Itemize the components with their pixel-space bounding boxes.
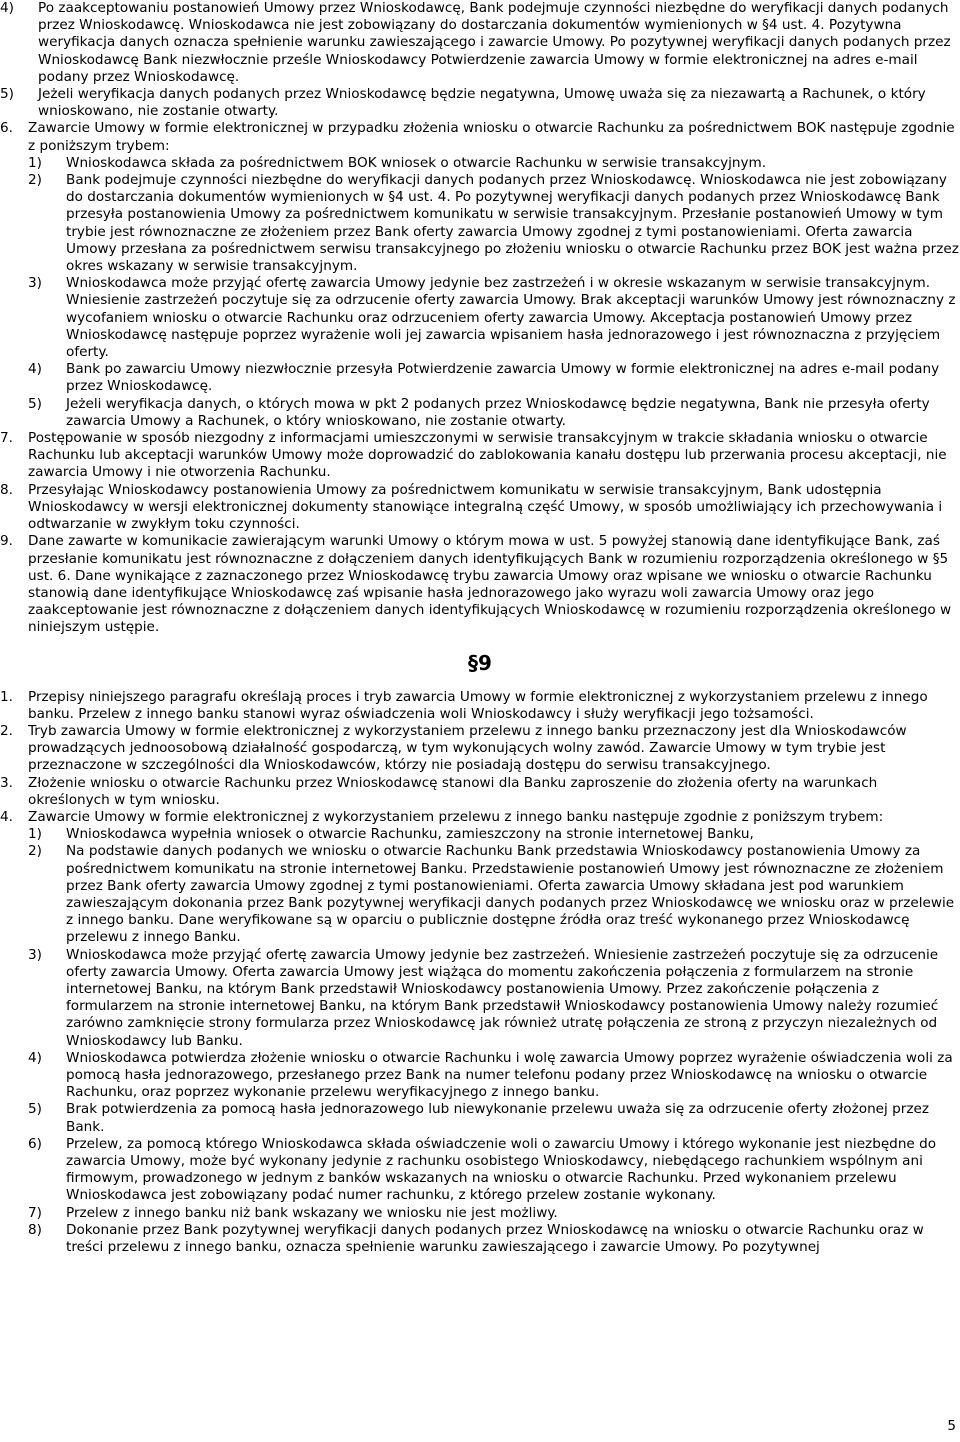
list-item bbox=[0, 1101, 960, 1135]
section-heading: §9 bbox=[468, 650, 492, 675]
list-item bbox=[0, 843, 960, 946]
list-item bbox=[0, 155, 960, 172]
item-text: Na podstawie danych podanych we wniosku o otwarcie Rachunku Bank przedstawia Wnioskodawcy postanowienia Umowy za pośrednictwem komunikatu na stronie internetowej Banku. Przedstawienie postanowień Umowy jest równoznaczne ze złożeniem przez Bank oferty zawarcia Umowy zgodnej z tymi postanowieniami. Oferta zawarcia Umowy składana jest pod warunkiem zawieszającym dokonania przez Bank pozytywnej weryfikacji danych podanych przez Wnioskodawcę we wniosku oraz w przelewie z innego banku. Dane weryfikowane są w oparciu o publicznie dostępne źródła oraz treść wykonanego przez Wnioskodawcę przelewu z innego Banku. bbox=[66, 843, 955, 946]
numbered-paragraph bbox=[0, 689, 958, 723]
section-8-list bbox=[0, 120, 960, 636]
list-item bbox=[0, 1050, 960, 1102]
section-9-list bbox=[0, 689, 960, 1257]
paragraph-number: 9. bbox=[0, 533, 13, 550]
paragraph-text: Przesyłając Wnioskodawcy postanowienia Umowy za pośrednictwem komunikatu w serwisie transakcyjnym, Bank udostępnia Wnioskodawcy w wersji elektronicznej dokumenty stanowiące integralną część Umowy, w sposób umożliwiający ich przechowywania i odtwarzanie w zwykłym toku czynności. bbox=[28, 481, 943, 533]
item-text: Wnioskodawca może przyjąć ofertę zawarcia Umowy jedynie bez zastrzeżeń i w okresie wskazanym w serwisie transakcyjnym. Wniesienie zastrzeżeń poczytuje się za odrzucenie oferty zawarcia Umowy. Brak akceptacji warunków Umowy jest równoznaczny z wycofaniem wniosku o otwarcie Rachunku oraz odrzuceniem oferty zawarcia Umowy. Akceptacja postanowień Umowy przez Wnioskodawcę następuje poprzez wyrażenie woli jej zawarcia wpisaniem hasła jednorazowego i jest równoznaczna z przyjęciem oferty. bbox=[66, 275, 956, 361]
item-number: 1) bbox=[28, 154, 42, 171]
item-text: Jeżeli weryfikacja danych podanych przez Wnioskodawcę będzie negatywna, Umowę uważa się za niezawartą a Rachunek, o który wnioskowano, nie zostanie otwarty. bbox=[38, 86, 926, 120]
list-item bbox=[0, 0, 960, 86]
list-item bbox=[0, 275, 960, 361]
item-number: 6) bbox=[28, 1135, 42, 1152]
paragraph-number: 7. bbox=[0, 430, 13, 447]
list-item bbox=[0, 86, 960, 120]
numbered-paragraph bbox=[0, 533, 958, 636]
item-text: Wnioskodawca może przyjąć ofertę zawarcia Umowy jedynie bez zastrzeżeń. Wniesienie zastrzeżeń poczytuje się za odrzucenie oferty zawarcia Umowy. Oferta zawarcia Umowy jest wiążąca do momentu zakończenia połączenia z formularzem na stronie internetowej Banku, na którym Bank przedstawił Wnioskodawcy postanowienia Umowy. Przez zakończenie połączenia z formularzem na stronie internetowej Banku, na którym Bank przedstawił Wnioskodawcy postanowienia Umowy należy rozumieć zarówno zamknięcie strony formularza przez Wnioskodawcę jak również utratę połączenia ze stroną z przyczyn niezależnych od Wnioskodawcy lub Banku. bbox=[66, 946, 939, 1049]
paragraph-number: 1. bbox=[0, 688, 13, 705]
list-item bbox=[0, 396, 960, 430]
item-text: Wnioskodawca potwierdza złożenie wniosku o otwarcie Rachunku i wolę zawarcia Umowy poprzez wyrażenie oświadczenia woli za pomocą hasła jednorazowego, przesłanego przez Bank na numer telefonu podany przez Wnioskodawcę na wniosku o otwarcie Rachunku, oraz poprzez wykonanie przelewu weryfikacyjnego z innego banku. bbox=[66, 1049, 953, 1101]
paragraph-number: 8. bbox=[0, 481, 13, 498]
item-number: 1) bbox=[28, 826, 42, 843]
paragraph-text: Zawarcie Umowy w formie elektronicznej w przypadku złożenia wniosku o otwarcie Rachunku za pośrednictwem BOK następuje zgodnie z poniższym trybem: bbox=[28, 120, 955, 154]
numbered-paragraph bbox=[0, 482, 958, 534]
list-item bbox=[0, 947, 960, 1050]
numbered-paragraph bbox=[0, 120, 958, 154]
item-number: 3) bbox=[28, 275, 42, 292]
item-text: Przelew, za pomocą którego Wnioskodawca składa oświadczenie woli o zawarciu Umowy i którego wykonanie jest niezbędne do zawarcia Umowy, może być wykonany jedynie z rachunku osobistego Wnioskodawcy, niebędącego rachunkiem wspólnym ani firmowym, prowadzonego w jednym z banków wskazanych na wniosku o otwarcie Rachunku. Przed wykonaniem przelewu Wnioskodawca jest zobowiązany podać numer rachunku, z którego przelew zostanie wykonany. bbox=[66, 1135, 937, 1204]
item-number: 4) bbox=[28, 361, 42, 378]
numbered-paragraph bbox=[0, 775, 958, 809]
item-number: 7) bbox=[28, 1204, 42, 1221]
item-text: Jeżeli weryfikacja danych, o których mowa w pkt 2 podanych przez Wnioskodawcę będzie negatywna, Bank nie przesyła oferty zawarcia Umowy a Rachunek, o który wnioskowano, nie zostanie otwarty. bbox=[66, 395, 930, 429]
paragraph-text: Złożenie wniosku o otwarcie Rachunku przez Wnioskodawcę stanowi dla Banku zaproszenie do złożenia oferty na warunkach określonych w tym wniosku. bbox=[28, 774, 878, 808]
top-subitems bbox=[0, 0, 960, 120]
paragraph-number: 3. bbox=[0, 774, 13, 791]
numbered-paragraph bbox=[0, 430, 958, 482]
numbered-paragraph bbox=[0, 723, 958, 775]
item-number: 5) bbox=[28, 395, 42, 412]
paragraph-number: 6. bbox=[0, 120, 13, 137]
paragraph-text: Zawarcie Umowy w formie elektronicznej z wykorzystaniem przelewu z innego banku następuje zgodnie z poniższym trybem: bbox=[28, 808, 884, 825]
item-number: 4) bbox=[28, 1049, 42, 1066]
list-item bbox=[0, 361, 960, 395]
list-item bbox=[0, 826, 960, 843]
item-number: 3) bbox=[28, 946, 42, 963]
paragraph-text: Tryb zawarcia Umowy w formie elektronicznej z wykorzystaniem przelewu z innego banku przeznaczony jest dla Wnioskodawców prowadzących jednoosobową działalność gospodarczą, w tym wykonujących wolny zawód. Zawarcie Umowy w tym trybie jest przeznaczone w szczególności dla Wnioskodawców, którzy nie posiadają dostępu do serwisu transakcyjnego. bbox=[28, 722, 907, 774]
item-number: 5) bbox=[0, 86, 14, 103]
item-text: Po zaakceptowaniu postanowień Umowy przez Wnioskodawcę, Bank podejmuje czynności niezbędne do weryfikacji danych podanych przez Wnioskodawcę. Wnioskodawca nie jest zobowiązany do dostarczania dokumentów wymienionych w §4 ust. 4. Pozytywna weryfikacja danych oznacza spełnienie warunku zawieszającego i zawarcie Umowy. Po pozytywnej weryfikacji danych podanych przez Wnioskodawcę Bank niezwłocznie prześle Wnioskodawcy Potwierdzenie zawarcia Umowy w formie elektronicznej na adres e-mail podany przez Wnioskodawcę. bbox=[38, 0, 951, 85]
item-number: 2) bbox=[28, 172, 42, 189]
item-text: Wnioskodawca składa za pośrednictwem BOK wniosek o otwarcie Rachunku w serwisie transakcyjnym. bbox=[66, 154, 767, 171]
numbered-paragraph bbox=[0, 809, 958, 826]
item-text: Bank po zawarciu Umowy niezwłocznie przesyła Potwierdzenie zawarcia Umowy w formie elektronicznej na adres e-mail podany przez Wnioskodawcę. bbox=[66, 361, 940, 395]
paragraph-number: 2. bbox=[0, 722, 13, 739]
item-text: Wnioskodawca wypełnia wniosek o otwarcie Rachunku, zamieszczony na stronie internetowej Banku, bbox=[66, 826, 754, 843]
item-text: Dokonanie przez Bank pozytywnej weryfikacji danych podanych przez Wnioskodawcę na wniosku o otwarcie Rachunku oraz w treści przelewu z innego banku, oznacza spełnienie warunku zawieszającego i zawarcie Umowy. Po pozytywnej bbox=[66, 1221, 924, 1256]
list-item bbox=[0, 1205, 960, 1222]
paragraph-number: 4. bbox=[0, 808, 13, 825]
list-item bbox=[0, 172, 960, 275]
item-number: 4) bbox=[0, 0, 14, 16]
paragraph-text: Postępowanie w sposób niezgodny z informacjami umieszczonymi w serwisie transakcyjnym w trakcie składania wniosku o otwarcie Rachunku lub akceptacji warunków Umowy może doprowadzić do zablokowania kanału dostępu lub przerwania procesu akceptacji, nie zawarcia Umowy i nie otworzenia Rachunku. bbox=[28, 430, 947, 481]
paragraph-text: Dane zawarte w komunikacie zawierającym warunki Umowy o którym mowa w ust. 5 powyżej stanowią dane identyfikujące Bank, zaś przesłanie komunikatu jest równoznaczne z dołączeniem danych identyfikujących Bank w rozumieniu rozporządzenia określonego w §5 ust. 6. Dane wynikające z zaznaczonego przez Wnioskodawcę trybu zawarcia Umowy oraz wpisane we wniosku o otwarcie Rachunku stanowią dane identyfikujące Wnioskodawcę zaś wpisanie hasła jednorazowego jako wyrazu woli zawarcia Umowy oraz jego zaakceptowanie jest równoznaczne z dołączeniem danych identyfikujących Wnioskodawcę w rozumieniu rozporządzenia określonego w niniejszym ustępie. bbox=[28, 533, 952, 636]
item-number: 2) bbox=[28, 843, 42, 860]
paragraph-text: Przepisy niniejszego paragrafu określają proces i tryb zawarcia Umowy w formie elektronicznej z wykorzystaniem przelewu z innego banku. Przelew z innego banku stanowi wyraz oświadczenia woli Wnioskodawcy i służy weryfikacji jego tożsamości. bbox=[28, 688, 928, 722]
item-text: Brak potwierdzenia za pomocą hasła jednorazowego lub niewykonanie przelewu uważa się za odrzucenie oferty złożonej przez Bank. bbox=[66, 1101, 929, 1135]
item-number: 5) bbox=[28, 1101, 42, 1118]
item-number: 8) bbox=[28, 1221, 42, 1238]
item-text: Przelew z innego banku niż bank wskazany we wniosku nie jest możliwy. bbox=[66, 1204, 558, 1221]
page-number: 5 bbox=[947, 1418, 956, 1434]
list-item bbox=[0, 1222, 960, 1256]
item-text: Bank podejmuje czynności niezbędne do weryfikacji danych podanych przez Wnioskodawcę. Wnioskodawca nie jest zobowiązany do dostarczania dokumentów wymienionych w §4 ust. 4. Po pozytywnej weryfikacji danych podanych przez Wnioskodawcę Bank przesyła postanowienia Umowy za pośrednictwem komunikatu w serwisie transakcyjnym. Przesłanie postanowień Umowy w tym trybie jest równoznaczne ze złożeniem przez Bank oferty zawarcia Umowy zgodnej z tymi postanowieniami. Oferta zawarcia Umowy przesłana za pośrednictwem serwisu transakcyjnego po złożeniu wniosku o otwarcie Rachunku przez BOK jest ważna przez okres wskazany w serwisie transakcyjnym. bbox=[66, 172, 959, 275]
list-item bbox=[0, 1136, 960, 1205]
